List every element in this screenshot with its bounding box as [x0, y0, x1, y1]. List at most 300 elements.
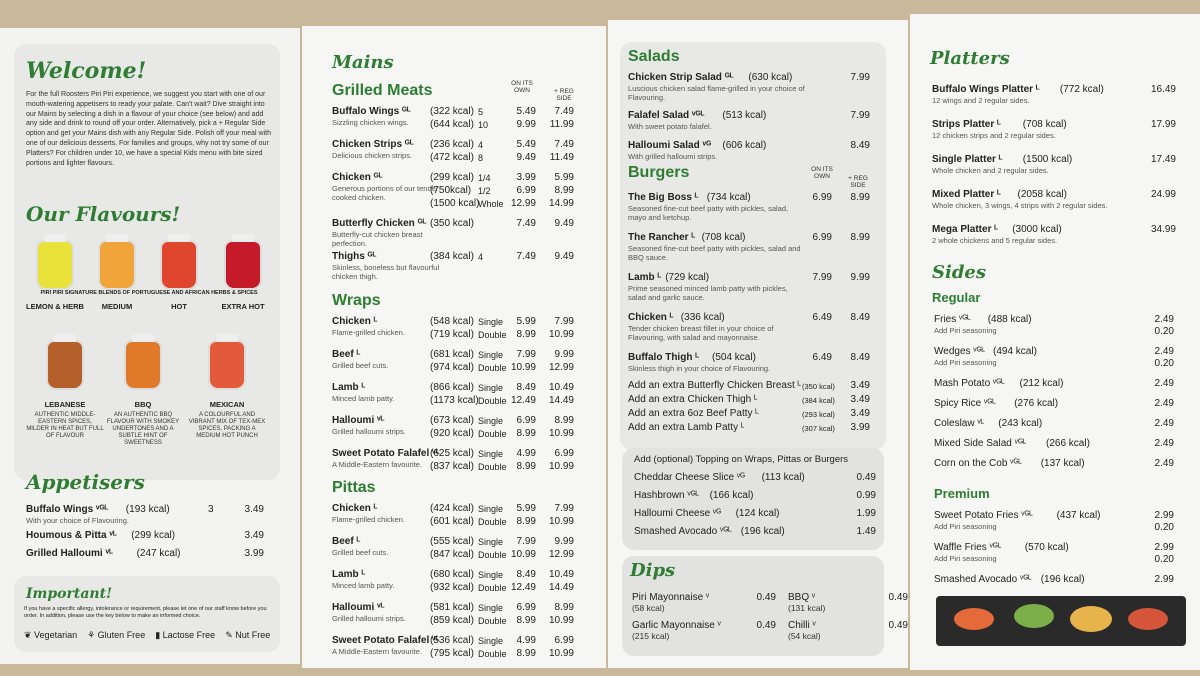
menu-item-kcal: (750kcal)	[430, 185, 472, 196]
jar-lid	[132, 334, 154, 342]
menu-item-name: Beef ᴸ	[332, 349, 361, 360]
menu-item-price-own: 6.99	[516, 185, 536, 196]
jar-lid	[54, 334, 76, 342]
dip-name: Garlic Mayonnaise ᵛ	[632, 620, 721, 631]
menu-item-price-own: 8.99	[516, 329, 536, 340]
burger-price-reg: 9.99	[850, 272, 870, 283]
wraps-title: Wraps	[332, 292, 381, 309]
menu-item-desc: Grilled halloumi strips.	[332, 614, 406, 623]
burger-desc: Prime seasoned minced lamb patty with pickles, salad and garlic sauce.	[628, 284, 788, 302]
menu-item-size: Double	[478, 616, 507, 626]
menu-item-price-own: 8.99	[516, 648, 536, 659]
platters-title: Platters	[930, 48, 1010, 69]
side-price: 2.49	[1154, 438, 1174, 449]
burgers-col-own: ON ITS OWN	[811, 166, 833, 180]
menu-item-price-own: 12.99	[510, 198, 536, 209]
menu-item-size: Double	[478, 462, 507, 472]
side-kcal: (266 kcal)	[1046, 438, 1090, 449]
menu-item-price-own: 6.99	[516, 415, 536, 426]
dip-kcal: (54 kcal)	[788, 631, 821, 641]
menu-item-price-reg: 14.49	[548, 395, 574, 406]
menu-item-kcal: (350 kcal)	[430, 218, 474, 229]
menu-item-name: Sweet Potato Falafel ᵛᴸ	[332, 448, 440, 459]
side-sub: Add Piri seasoning	[934, 522, 997, 531]
extra-name: Add an extra Chicken Thigh ᴸ	[628, 394, 758, 405]
menu-item-size: Double	[478, 517, 507, 527]
topping-price: 1.49	[856, 526, 876, 537]
side-name: Waffle Fries ᵛᴳᴸ	[934, 542, 1002, 553]
menu-item-price-own: 12.49	[510, 582, 536, 593]
jar-lid	[44, 234, 66, 242]
burger-price-reg: 8.99	[850, 192, 870, 203]
menu-item-price-reg: 12.99	[548, 549, 574, 560]
topping-name: Halloumi Cheese ᵛᴳ	[634, 508, 722, 519]
menu-item-desc: A Middle-Eastern favourite.	[332, 460, 423, 469]
menu-item-price-reg: 8.99	[554, 185, 574, 196]
extra-name: Add an extra 6oz Beef Patty ᴸ	[628, 408, 759, 419]
menu-item-name: Sweet Potato Falafel ᵛᴸ	[332, 635, 440, 646]
salad-desc: Luscious chicken salad flame-grilled in your choice of Flavouring.	[628, 84, 805, 102]
burger-price-reg: 8.49	[850, 312, 870, 323]
salad-name: Halloumi Salad ᵛᴳ	[628, 140, 712, 151]
extra-price: 3.49	[850, 380, 870, 391]
menu-item-name: Chicken ᴸ	[332, 503, 378, 514]
topping-name: Cheddar Cheese Slice ᵛᴳ	[634, 472, 746, 483]
menu-item-kcal: (644 kcal)	[430, 119, 474, 130]
salad-kcal: (513 kcal)	[722, 110, 767, 121]
menu-item-name: Butterfly Chicken ᴳᴸ	[332, 218, 427, 229]
menu-item-size: 4	[478, 252, 484, 262]
menu-item-price-reg: 10.99	[548, 615, 574, 626]
extra-kcal: (307 kcal)	[802, 424, 835, 433]
side-name: Mixed Side Salad ᵛᴳᴸ	[934, 438, 1027, 449]
extra-name: Add an extra Butterfly Chicken Breast ᴸ	[628, 380, 802, 391]
burger-kcal: (504 kcal)	[712, 352, 756, 363]
side-kcal: (137 kcal)	[1040, 458, 1085, 469]
platter-name: Single Platter ᴸ	[932, 154, 1003, 165]
platter-kcal: (1500 kcal)	[1022, 154, 1073, 165]
menu-item-kcal: (384 kcal)	[430, 251, 474, 262]
menu-item-price-own: 8.49	[516, 569, 536, 580]
menu-item-price-own: 3.99	[516, 172, 536, 183]
menu-item-name: Lamb ᴸ	[332, 382, 366, 393]
menu-item-price-own: 10.99	[510, 549, 536, 560]
salad-name: Falafel Salad ᵛᴳᴸ	[628, 110, 705, 121]
dips-title: Dips	[630, 560, 676, 581]
burger-price-reg: 8.49	[850, 352, 870, 363]
menu-item-price-reg: 14.49	[548, 582, 574, 593]
burger-name: Chicken ᴸ	[628, 312, 674, 323]
platter-desc: Whole chicken, 3 wings, 4 strips with 2 regular sides.	[932, 201, 1108, 210]
menu-item-desc: Minced lamb patty.	[332, 581, 395, 590]
burger-kcal: (708 kcal)	[701, 232, 746, 243]
menu-item-price-reg: 12.99	[548, 362, 574, 373]
menu-item-price-own: 8.99	[516, 428, 536, 439]
appetiser-price: 3.99	[244, 548, 264, 559]
menu-item-size: 1/2	[478, 186, 491, 196]
side-sub-price: 0.20	[1154, 522, 1174, 533]
side-kcal: (488 kcal)	[987, 314, 1032, 325]
menu-item-price-own: 5.99	[516, 503, 536, 514]
appetiser-kcal: (299 kcal)	[131, 530, 176, 541]
burger-desc: Skinless thigh in your choice of Flavouring.	[628, 364, 771, 373]
menu-item-price-reg: 10.99	[548, 329, 574, 340]
flavours-title: Our Flavours!	[26, 202, 181, 226]
menu-item-price-own: 12.49	[510, 395, 536, 406]
side-name: Wedges ᵛᴳᴸ	[934, 346, 985, 357]
menu-item-size: Double	[478, 363, 507, 373]
menu-item-kcal: (548 kcal)	[430, 316, 474, 327]
dip-kcal: (58 kcal)	[632, 603, 665, 613]
menu-item-price-reg: 6.99	[554, 448, 574, 459]
side-kcal: (494 kcal)	[993, 346, 1037, 357]
flavour-name: LEBANESE	[44, 400, 86, 409]
menu-item-kcal: (680 kcal)	[430, 569, 474, 580]
menu-item-price-reg: 5.99	[554, 172, 574, 183]
dip-name: BBQ ᵛ	[788, 592, 816, 603]
jar-lid	[106, 234, 128, 242]
jar-lid	[168, 234, 190, 242]
pittas-title: Pittas	[332, 479, 376, 496]
welcome-text: For the full Roosters Piri Piri experience, we suggest you start with one of our mouth-watering appetisers to ready your palate. Can't wait? Dive straight into our Mains by selecting a dish in a flavour of your choice (see below) and add any side and drink to round off your order. Alternatively, pick a + Regular Side option and get your Mains dish with any Regular Side. Polish off your meal with one of our delicious desserts. For families and groups, why not try some of our Platters? For children under 10, we have a special Kids menu with bite sized portions and lighter flavours.	[26, 91, 272, 167]
salad-price: 8.49	[850, 140, 870, 151]
flavour-jar	[160, 240, 198, 290]
side-name: Corn on the Cob ᵛᴳᴸ	[934, 458, 1022, 469]
burger-price-own: 6.49	[812, 312, 832, 323]
menu-item-name: Chicken Strips ᴳᴸ	[332, 139, 414, 150]
salad-desc: With sweet potato falafel.	[628, 122, 712, 131]
premium-title: Premium	[934, 486, 990, 501]
dietary-key	[24, 630, 270, 641]
burger-kcal: (734 kcal)	[706, 192, 751, 203]
side-price: 2.99	[1154, 574, 1174, 585]
menu-item-kcal: (795 kcal)	[430, 648, 474, 659]
side-price: 2.49	[1154, 314, 1174, 325]
panel-welcome	[0, 28, 300, 664]
dip-price: 0.49	[888, 592, 908, 603]
menu-item-price-reg: 7.99	[554, 316, 574, 327]
side-sub-price: 0.20	[1154, 554, 1174, 565]
side-kcal: (437 kcal)	[1056, 510, 1101, 521]
menu-item-size: Single	[478, 350, 504, 360]
menu-item-desc: Minced lamb patty.	[332, 394, 395, 403]
grilled-meats-title: Grilled Meats	[332, 82, 433, 99]
platter-kcal: (708 kcal)	[1022, 119, 1067, 130]
menu-item-price-own: 4.99	[516, 635, 536, 646]
dip-price: 0.49	[888, 620, 908, 631]
menu-item-kcal: (681 kcal)	[430, 349, 474, 360]
menu-item-name: Lamb ᴸ	[332, 569, 366, 580]
topping-price: 0.99	[856, 490, 876, 501]
menu-item-name: Chicken ᴳᴸ	[332, 172, 383, 183]
extra-kcal: (293 kcal)	[802, 410, 835, 419]
topping-kcal: (166 kcal)	[709, 490, 754, 501]
dish-image	[1070, 606, 1112, 632]
dip-price: 0.49	[756, 620, 776, 631]
side-price: 2.49	[1154, 378, 1174, 389]
burger-price-own: 6.99	[812, 192, 832, 203]
menu-item-price-reg: 10.99	[548, 516, 574, 527]
dish-image	[1128, 608, 1168, 630]
flavour-jar	[46, 340, 84, 390]
side-price: 2.49	[1154, 458, 1174, 469]
burger-price-own: 6.99	[812, 232, 832, 243]
menu-item-price-reg: 9.99	[554, 349, 574, 360]
side-sub: Add Piri seasoning	[934, 326, 997, 335]
appetiser-kcal: (193 kcal)	[125, 504, 170, 515]
appetiser-qty: 3	[208, 504, 214, 515]
dip-name: Chilli ᵛ	[788, 620, 816, 631]
appetisers-title: Appetisers	[26, 470, 145, 494]
menu-item-size: Single	[478, 449, 504, 459]
menu-item-price-own: 8.99	[516, 516, 536, 527]
extra-name: Add an extra Lamb Patty ᴸ	[628, 422, 745, 433]
menu-item-desc: Skinless, boneless but flavourful chicken thigh.	[332, 263, 440, 281]
platter-price: 16.49	[1150, 84, 1176, 95]
mains-title: Mains	[332, 52, 394, 73]
menu-item-kcal: (472 kcal)	[430, 152, 474, 163]
side-name: Smashed Avocado ᵛᴳᴸ	[934, 574, 1032, 585]
platter-price: 17.49	[1150, 154, 1176, 165]
platter-desc: 12 chicken strips and 2 regular sides.	[932, 131, 1056, 140]
menu-item-price-reg: 10.49	[548, 569, 574, 580]
flavour-jar	[98, 240, 136, 290]
sides-title: Sides	[932, 262, 987, 283]
salad-kcal: (606 kcal)	[722, 140, 767, 151]
side-price: 2.49	[1154, 346, 1174, 357]
burger-kcal: (336 kcal)	[680, 312, 725, 323]
menu-item-kcal: (866 kcal)	[430, 382, 474, 393]
flavour-name: MEDIUM	[101, 302, 133, 311]
menu-item-price-reg: 7.99	[554, 503, 574, 514]
menu-item-price-own: 5.99	[516, 316, 536, 327]
dip-kcal: (215 kcal)	[632, 631, 670, 641]
appetiser-name: Grilled Halloumi ᵛᴸ	[26, 548, 113, 559]
menu-item-size: Single	[478, 504, 504, 514]
burger-name: Buffalo Thigh ᴸ	[628, 352, 700, 363]
extra-kcal: (350 kcal)	[802, 382, 835, 391]
side-price: 2.49	[1154, 398, 1174, 409]
menu-item-price-reg: 10.99	[548, 648, 574, 659]
welcome-title: Welcome!	[26, 58, 147, 84]
platter-name: Mixed Platter ᴸ	[932, 189, 1001, 200]
menu-item-price-own: 5.49	[516, 139, 536, 150]
menu-item-kcal: (847 kcal)	[430, 549, 474, 560]
menu-item-kcal: (859 kcal)	[430, 615, 474, 626]
menu-item-kcal: (719 kcal)	[430, 329, 474, 340]
burger-desc: Seasoned fine-cut beef patty with pickles, salad, mayo and ketchup.	[628, 204, 789, 222]
burger-kcal: (729 kcal)	[665, 272, 710, 283]
menu-item-kcal: (625 kcal)	[430, 448, 474, 459]
menu-item-kcal: (920 kcal)	[430, 428, 474, 439]
topping-kcal: (124 kcal)	[735, 508, 780, 519]
menu-item-size: 10	[478, 120, 489, 130]
flavours-subtitle: PIRI PIRI SIGNATURE BLENDS OF PORTUGUESE AND AFRICAN HERBS & SPICES	[40, 290, 258, 296]
menu-item-size: 1/4	[478, 173, 491, 183]
burger-name: The Rancher ᴸ	[628, 232, 696, 243]
menu-item-price-own: 8.99	[516, 615, 536, 626]
platter-desc: 2 whole chickens and 5 regular sides.	[932, 236, 1058, 245]
salad-desc: With grilled halloumi strips.	[628, 152, 718, 161]
topping-name: Smashed Avocado ᵛᴳᴸ	[634, 526, 732, 537]
menu-item-kcal: (837 kcal)	[430, 461, 474, 472]
menu-item-price-own: 8.49	[516, 382, 536, 393]
menu-item-size: Single	[478, 603, 504, 613]
appetiser-kcal: (247 kcal)	[136, 548, 181, 559]
burgers-col-reg: + REG SIDE	[848, 175, 868, 189]
flavour-jar	[124, 340, 162, 390]
burger-desc: Tender chicken breast fillet in your choice of Flavouring, with salad and mayonnaise.	[628, 324, 774, 342]
menu-item-price-reg: 11.49	[549, 152, 574, 163]
menu-item-desc: Grilled beef cuts.	[332, 548, 389, 557]
extra-kcal: (384 kcal)	[802, 396, 835, 405]
menu-item-price-own: 6.99	[516, 602, 536, 613]
side-name: Mash Potato ᵛᴳᴸ	[934, 378, 1005, 389]
platter-kcal: (772 kcal)	[1059, 84, 1104, 95]
menu-item-desc: Flame-grilled chicken.	[332, 515, 405, 524]
regular-title: Regular	[932, 290, 981, 305]
toppings-title: Add (optional) Topping on Wraps, Pittas or Burgers	[634, 454, 849, 465]
menu-item-size: Single	[478, 537, 504, 547]
topping-price: 0.49	[856, 472, 876, 483]
menu-item-size: Double	[478, 396, 507, 406]
menu-item-desc: Flame-grilled chicken.	[332, 328, 405, 337]
side-kcal: (212 kcal)	[1019, 378, 1064, 389]
menu-item-price-own: 5.49	[516, 106, 536, 117]
menu-item-price-own: 7.99	[516, 349, 536, 360]
menu-item-price-reg: 9.49	[554, 218, 574, 229]
dip-price: 0.49	[756, 592, 776, 603]
menu-item-kcal: (581 kcal)	[430, 602, 474, 613]
menu-item-kcal: (932 kcal)	[430, 582, 474, 593]
appetiser-price: 3.49	[244, 504, 264, 515]
menu-item-desc: Generous portions of our tender cooked chicken.	[332, 184, 439, 202]
side-name: Sweet Potato Fries ᵛᴳᴸ	[934, 510, 1033, 521]
menu-item-price-reg: 8.99	[554, 602, 574, 613]
menu-item-name: Buffalo Wings ᴳᴸ	[332, 106, 411, 117]
platter-desc: 12 wings and 2 regular sides.	[932, 96, 1030, 105]
side-sub: Add Piri seasoning	[934, 554, 997, 563]
panel-salads-burgers	[608, 20, 908, 668]
menu-item-size: Double	[478, 330, 507, 340]
menu-item-price-reg: 9.49	[554, 251, 574, 262]
platter-name: Mega Platter ᴸ	[932, 224, 999, 235]
flavour-jar	[208, 340, 246, 390]
jar-lid	[232, 234, 254, 242]
flavour-name: HOT	[171, 302, 187, 311]
platter-price: 24.99	[1150, 189, 1176, 200]
side-name: Coleslaw ᵛᴸ	[934, 418, 985, 429]
menu-item-price-reg: 10.99	[548, 428, 574, 439]
extra-price: 3.49	[850, 408, 870, 419]
burger-price-own: 7.99	[812, 272, 832, 283]
flavour-name: MEXICAN	[209, 400, 245, 409]
menu-item-kcal: (424 kcal)	[430, 503, 474, 514]
menu-item-desc: Grilled halloumi strips.	[332, 427, 406, 436]
menu-item-desc: Sizzling chicken wings.	[332, 118, 409, 127]
platter-kcal: (2058 kcal)	[1017, 189, 1067, 200]
menu-item-price-reg: 7.49	[554, 106, 574, 117]
side-sub: Add Piri seasoning	[934, 358, 997, 367]
flavour-desc: AUTHENTIC MIDDLE-EASTERN SPICES, MILDER IN HEAT BUT FULL OF FLAVOUR	[26, 412, 104, 439]
salad-price: 7.99	[850, 110, 870, 121]
menu-item-name: Halloumi ᵛᴸ	[332, 415, 385, 426]
menu-item-name: Thighs ᴳᴸ	[332, 251, 377, 262]
menu-item-price-own: 9.99	[516, 119, 536, 130]
menu-item-price-own: 10.99	[510, 362, 536, 373]
menu-item-price-own: 8.99	[516, 461, 536, 472]
platter-desc: Whole chicken and 2 regular sides.	[932, 166, 1049, 175]
menu-item-desc: Butterfly-cut chicken breast perfection.	[332, 230, 423, 248]
menu-item-price-reg: 7.49	[554, 139, 574, 150]
platter-price: 17.99	[1150, 119, 1176, 130]
menu-item-kcal: (236 kcal)	[430, 139, 474, 150]
burger-name: The Big Boss ᴸ	[628, 192, 699, 203]
col-own-header: ON ITS OWN	[511, 80, 533, 94]
burgers-title: Burgers	[628, 164, 690, 181]
menu-item-desc: A Middle-Eastern favourite.	[332, 647, 423, 656]
menu-item-kcal: (299 kcal)	[430, 172, 474, 183]
menu-item-kcal: (322 kcal)	[430, 106, 474, 117]
dish-image	[1014, 604, 1054, 628]
menu-item-kcal: (601 kcal)	[430, 516, 474, 527]
menu-item-price-reg: 10.99	[548, 461, 574, 472]
menu-item-kcal: (1500 kcal)	[430, 198, 480, 209]
menu-item-name: Beef ᴸ	[332, 536, 361, 547]
menu-item-size: Single	[478, 317, 504, 327]
side-kcal: (243 kcal)	[998, 418, 1043, 429]
menu-item-desc: Delicious chicken strips.	[332, 151, 413, 160]
topping-name: Hashbrown ᵛᴳᴸ	[634, 490, 700, 501]
menu-item-price-reg: 8.99	[554, 415, 574, 426]
col-reg-header: + REG SIDE	[554, 88, 574, 102]
menu-item-name: Halloumi ᵛᴸ	[332, 602, 385, 613]
flavour-name: LEMON & HERB	[26, 302, 84, 311]
side-price: 2.99	[1154, 510, 1174, 521]
platter-name: Buffalo Wings Platter ᴸ	[932, 84, 1040, 95]
topping-kcal: (113 kcal)	[761, 472, 805, 483]
menu-item-size: 8	[478, 153, 484, 163]
important-title: Important!	[26, 586, 113, 602]
menu-item-name: Chicken ᴸ	[332, 316, 378, 327]
side-kcal: (276 kcal)	[1014, 398, 1059, 409]
menu-item-kcal: (1173 kcal)	[430, 395, 479, 406]
menu-item-size: Single	[478, 636, 504, 646]
menu-item-size: Double	[478, 429, 507, 439]
panel-platters-sides	[910, 14, 1200, 670]
menu-item-price-own: 4.99	[516, 448, 536, 459]
appetiser-name: Houmous & Pitta ᵛᴸ	[26, 530, 117, 541]
menu-item-price-own: 7.99	[516, 536, 536, 547]
menu-item-size: Whole	[478, 199, 504, 209]
jar-lid	[216, 334, 238, 342]
nut-free-key: ✎ Nut Free	[225, 630, 271, 640]
salad-price: 7.99	[850, 72, 870, 83]
side-name: Fries ᵛᴳᴸ	[934, 314, 971, 325]
burger-desc: Seasoned fine-cut beef patty with pickles, salad and BBQ sauce.	[628, 244, 801, 262]
burger-price-own: 6.49	[812, 352, 832, 363]
menu-item-size: 5	[478, 107, 484, 117]
flavour-desc: A COLOURFUL AND VIBRANT MIX OF TEX-MEX SPICES, PACKING A MEDIUM HOT PUNCH	[188, 412, 266, 439]
menu-item-kcal: (536 kcal)	[430, 635, 474, 646]
platter-kcal: (3000 kcal)	[1012, 224, 1062, 235]
appetiser-name: Buffalo Wings ᵛᴳᴸ	[26, 504, 109, 515]
flavour-name: EXTRA HOT	[221, 302, 265, 311]
menu-item-price-own: 7.49	[516, 251, 536, 262]
menu-item-price-reg: 9.99	[554, 536, 574, 547]
platter-price: 34.99	[1150, 224, 1176, 235]
topping-kcal: (196 kcal)	[740, 526, 785, 537]
